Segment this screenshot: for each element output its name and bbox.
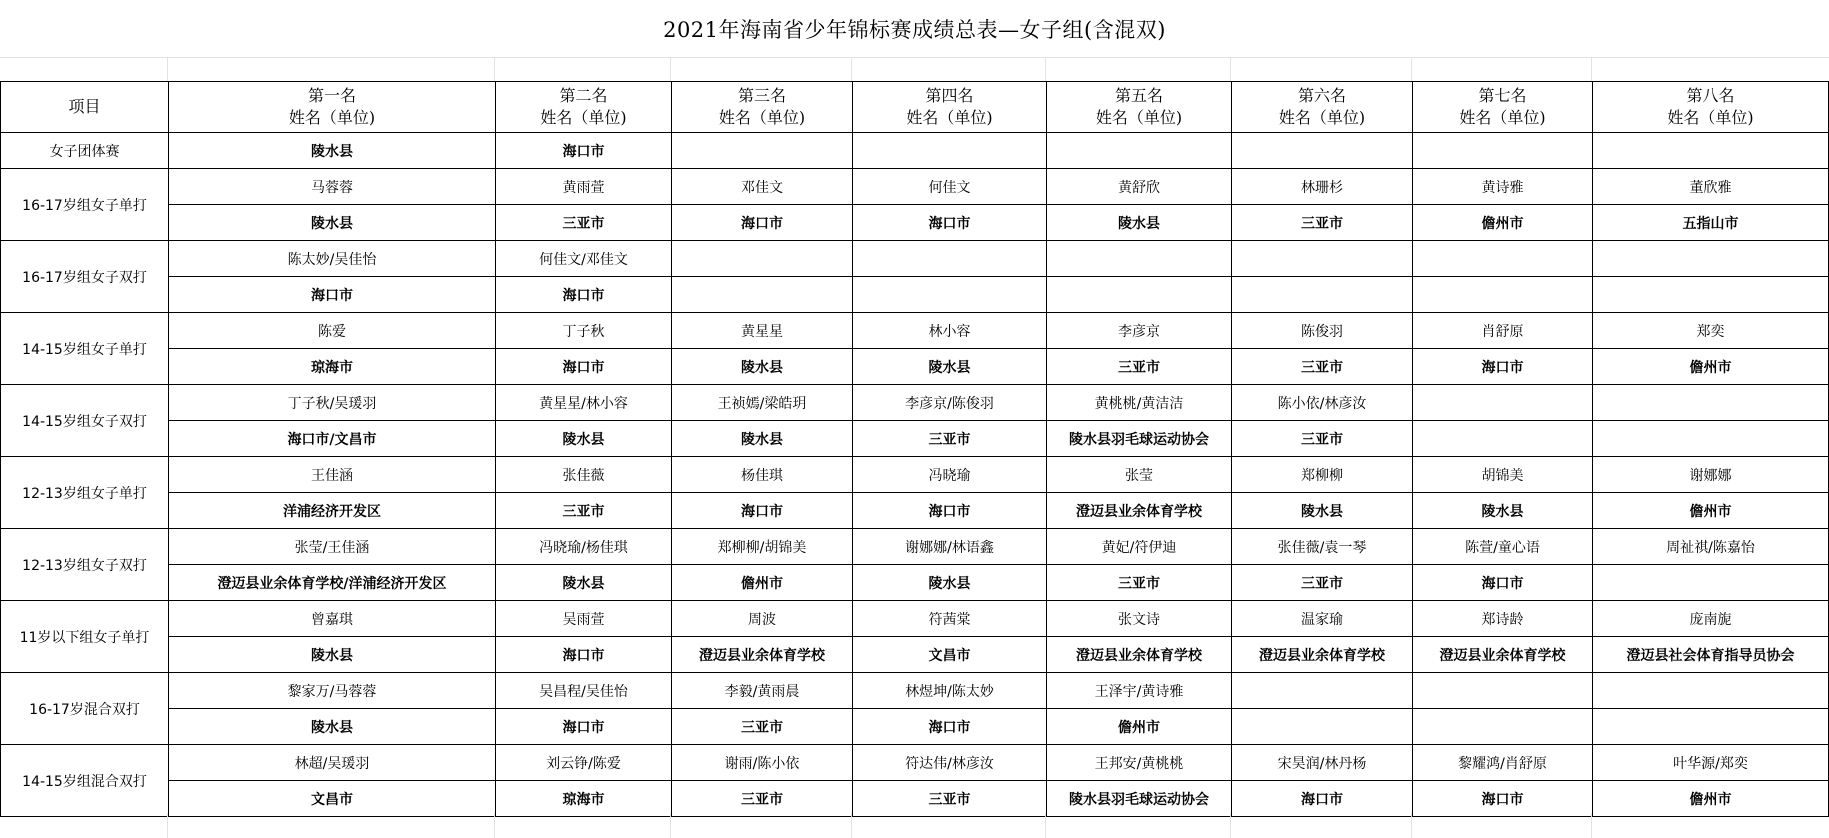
unit-cell: 儋州市 — [672, 565, 853, 601]
unit-cell: 陵水县羽毛球运动协会 — [1047, 781, 1232, 817]
event-cell: 12-13岁组女子双打 — [1, 529, 169, 601]
unit-cell: 陵水县 — [853, 565, 1047, 601]
player-name-cell: 温家瑜 — [1232, 601, 1413, 637]
unit-cell: 陵水县 — [169, 205, 496, 241]
unit-cell: 海口市 — [496, 277, 672, 313]
unit-cell: 海口市 — [672, 205, 853, 241]
player-name-cell: 陈萱/童心语 — [1413, 529, 1593, 565]
unit-cell — [1232, 709, 1413, 745]
player-name-cell: 李毅/黄雨晨 — [672, 673, 853, 709]
player-name-cell — [1413, 673, 1593, 709]
player-name-cell: 李彦京 — [1047, 313, 1232, 349]
unit-cell: 儋州市 — [1593, 349, 1829, 385]
player-name-cell: 林珊杉 — [1232, 169, 1413, 205]
unit-cell: 海口市 — [1232, 781, 1413, 817]
header-row — [1, 82, 1829, 133]
player-name-cell: 谢雨/陈小依 — [672, 745, 853, 781]
player-name-cell: 周祉祺/陈嘉怡 — [1593, 529, 1829, 565]
player-name-cell: 张文诗 — [1047, 601, 1232, 637]
header-place-8: 第八名 姓名（单位) — [1593, 82, 1829, 133]
unit-cell: 海口市 — [853, 493, 1047, 529]
results-body — [1, 133, 1829, 817]
unit-cell: 三亚市 — [1047, 565, 1232, 601]
unit-cell: 海口市 — [853, 205, 1047, 241]
unit-cell: 文昌市 — [853, 637, 1047, 673]
unit-row — [1, 709, 1829, 745]
blank-row — [0, 813, 1829, 838]
unit-cell: 三亚市 — [672, 781, 853, 817]
unit-cell: 陵水县 — [672, 421, 853, 457]
player-name-cell — [1593, 385, 1829, 421]
unit-row — [1, 493, 1829, 529]
player-name-cell: 冯晓瑜 — [853, 457, 1047, 493]
event-cell: 女子团体赛 — [1, 133, 169, 169]
event-cell: 14-15岁组女子单打 — [1, 313, 169, 385]
header-place-2: 第二名 姓名（单位) — [496, 82, 672, 133]
sheet-title: 2021年海南省少年锦标赛成绩总表—女子组(含混双) — [0, 0, 1829, 58]
player-name-cell: 陈太妙/吴佳怡 — [169, 241, 496, 277]
unit-cell: 澄迈县社会体育指导员协会 — [1593, 637, 1829, 673]
unit-cell — [1413, 277, 1593, 313]
unit-cell: 儋州市 — [1593, 781, 1829, 817]
unit-cell — [1047, 133, 1232, 169]
player-name-cell: 曾嘉琪 — [169, 601, 496, 637]
unit-cell: 海口市 — [1413, 349, 1593, 385]
unit-cell: 陵水县羽毛球运动协会 — [1047, 421, 1232, 457]
unit-cell — [1593, 133, 1829, 169]
unit-cell: 三亚市 — [1232, 205, 1413, 241]
player-name-cell: 李彦京/陈俊羽 — [853, 385, 1047, 421]
unit-cell: 陵水县 — [1413, 493, 1593, 529]
player-name-cell: 林小容 — [853, 313, 1047, 349]
header-place-6: 第六名 姓名（单位) — [1232, 82, 1413, 133]
player-name-cell: 肖舒原 — [1413, 313, 1593, 349]
header-place-7: 第七名 姓名（单位) — [1413, 82, 1593, 133]
name-row — [1, 169, 1829, 205]
unit-cell — [672, 133, 853, 169]
player-name-cell: 符达伟/林彦汝 — [853, 745, 1047, 781]
unit-cell: 海口市 — [496, 349, 672, 385]
unit-cell: 琼海市 — [169, 349, 496, 385]
player-name-cell — [672, 241, 853, 277]
unit-row — [1, 421, 1829, 457]
event-cell: 12-13岁组女子单打 — [1, 457, 169, 529]
unit-cell: 海口市 — [672, 493, 853, 529]
name-row — [1, 313, 1829, 349]
unit-cell — [1232, 277, 1413, 313]
team-row — [1, 133, 1829, 169]
unit-cell — [1413, 709, 1593, 745]
player-name-cell: 吴昌程/吴佳怡 — [496, 673, 672, 709]
unit-cell: 儋州市 — [1593, 493, 1829, 529]
player-name-cell: 黄诗雅 — [1413, 169, 1593, 205]
unit-cell: 陵水县 — [496, 565, 672, 601]
unit-cell: 洋浦经济开发区 — [169, 493, 496, 529]
unit-row — [1, 637, 1829, 673]
player-name-cell: 黄星星/林小容 — [496, 385, 672, 421]
unit-cell — [1593, 565, 1829, 601]
unit-cell: 三亚市 — [1047, 349, 1232, 385]
unit-cell: 陵水县 — [496, 421, 672, 457]
player-name-cell: 何佳文/邓佳文 — [496, 241, 672, 277]
unit-cell: 三亚市 — [496, 205, 672, 241]
player-name-cell: 谢娜娜/林语鑫 — [853, 529, 1047, 565]
player-name-cell: 黄妃/符伊迪 — [1047, 529, 1232, 565]
unit-cell: 陵水县 — [169, 709, 496, 745]
player-name-cell: 黎家万/马蓉蓉 — [169, 673, 496, 709]
player-name-cell: 陈爱 — [169, 313, 496, 349]
player-name-cell: 冯晓瑜/杨佳琪 — [496, 529, 672, 565]
player-name-cell: 张佳薇 — [496, 457, 672, 493]
player-name-cell: 庞南旎 — [1593, 601, 1829, 637]
player-name-cell: 黄星星 — [672, 313, 853, 349]
unit-cell — [672, 277, 853, 313]
unit-cell: 澄迈县业余体育学校 — [1232, 637, 1413, 673]
unit-row — [1, 349, 1829, 385]
unit-row — [1, 781, 1829, 817]
name-row — [1, 745, 1829, 781]
unit-cell — [1047, 277, 1232, 313]
unit-cell: 澄迈县业余体育学校 — [672, 637, 853, 673]
event-cell: 16-17岁组女子双打 — [1, 241, 169, 313]
unit-cell: 海口市 — [1413, 565, 1593, 601]
unit-cell: 儋州市 — [1413, 205, 1593, 241]
unit-cell: 陵水县 — [1232, 493, 1413, 529]
player-name-cell: 丁子秋 — [496, 313, 672, 349]
unit-cell: 海口市 — [496, 637, 672, 673]
player-name-cell: 王祯嫣/梁皓玥 — [672, 385, 853, 421]
player-name-cell — [1413, 385, 1593, 421]
unit-cell: 儋州市 — [1047, 709, 1232, 745]
player-name-cell — [1232, 673, 1413, 709]
player-name-cell: 马蓉蓉 — [169, 169, 496, 205]
player-name-cell: 符茜棠 — [853, 601, 1047, 637]
player-name-cell — [1232, 241, 1413, 277]
unit-cell: 陵水县 — [169, 133, 496, 169]
player-name-cell: 杨佳琪 — [672, 457, 853, 493]
player-name-cell: 谢娜娜 — [1593, 457, 1829, 493]
unit-cell: 三亚市 — [1232, 421, 1413, 457]
unit-row — [1, 565, 1829, 601]
player-name-cell: 郑柳柳/胡锦美 — [672, 529, 853, 565]
player-name-cell: 陈小依/林彦汝 — [1232, 385, 1413, 421]
player-name-cell: 张莹 — [1047, 457, 1232, 493]
player-name-cell: 胡锦美 — [1413, 457, 1593, 493]
unit-row — [1, 205, 1829, 241]
unit-cell: 海口市 — [169, 277, 496, 313]
unit-cell — [1232, 133, 1413, 169]
player-name-cell: 宋昊润/林丹杨 — [1232, 745, 1413, 781]
player-name-cell: 郑柳柳 — [1232, 457, 1413, 493]
name-row — [1, 457, 1829, 493]
name-row — [1, 601, 1829, 637]
header-event: 项目 — [1, 82, 169, 133]
unit-cell: 海口市 — [1413, 781, 1593, 817]
event-cell: 14-15岁组女子双打 — [1, 385, 169, 457]
unit-cell: 三亚市 — [1232, 349, 1413, 385]
player-name-cell: 董欣雅 — [1593, 169, 1829, 205]
unit-cell: 海口市 — [496, 709, 672, 745]
unit-cell: 海口市/文昌市 — [169, 421, 496, 457]
player-name-cell: 何佳文 — [853, 169, 1047, 205]
unit-cell — [1593, 277, 1829, 313]
unit-cell — [853, 133, 1047, 169]
event-cell: 11岁以下组女子单打 — [1, 601, 169, 673]
unit-cell: 陵水县 — [169, 637, 496, 673]
unit-cell: 海口市 — [496, 133, 672, 169]
unit-row — [1, 277, 1829, 313]
player-name-cell: 王邦安/黄桃桃 — [1047, 745, 1232, 781]
player-name-cell: 黄雨萱 — [496, 169, 672, 205]
player-name-cell: 林超/吴瑗羽 — [169, 745, 496, 781]
unit-cell: 澄迈县业余体育学校 — [1413, 637, 1593, 673]
player-name-cell: 黄舒欣 — [1047, 169, 1232, 205]
unit-cell — [1593, 421, 1829, 457]
unit-cell: 陵水县 — [853, 349, 1047, 385]
unit-cell: 三亚市 — [853, 781, 1047, 817]
player-name-cell: 林煜坤/陈太妙 — [853, 673, 1047, 709]
unit-cell: 三亚市 — [853, 421, 1047, 457]
player-name-cell: 陈俊羽 — [1232, 313, 1413, 349]
player-name-cell: 黎耀鸿/肖舒原 — [1413, 745, 1593, 781]
player-name-cell: 张佳薇/袁一琴 — [1232, 529, 1413, 565]
header-place-3: 第三名 姓名（单位) — [672, 82, 853, 133]
unit-cell: 文昌市 — [169, 781, 496, 817]
unit-cell: 陵水县 — [672, 349, 853, 385]
name-row — [1, 673, 1829, 709]
blank-row — [0, 57, 1829, 81]
header-place-5: 第五名 姓名（单位) — [1047, 82, 1232, 133]
event-cell: 14-15岁组混合双打 — [1, 745, 169, 817]
unit-cell: 澄迈县业余体育学校 — [1047, 637, 1232, 673]
player-name-cell: 张莹/王佳涵 — [169, 529, 496, 565]
player-name-cell: 王泽宇/黄诗雅 — [1047, 673, 1232, 709]
unit-cell — [1593, 709, 1829, 745]
unit-cell — [853, 277, 1047, 313]
event-cell: 16-17岁混合双打 — [1, 673, 169, 745]
unit-cell: 澄迈县业余体育学校 — [1047, 493, 1232, 529]
player-name-cell: 刘云铮/陈爱 — [496, 745, 672, 781]
unit-cell: 五指山市 — [1593, 205, 1829, 241]
unit-cell — [1413, 133, 1593, 169]
player-name-cell: 王佳涵 — [169, 457, 496, 493]
results-table — [0, 81, 1829, 817]
player-name-cell: 丁子秋/吴瑗羽 — [169, 385, 496, 421]
name-row — [1, 385, 1829, 421]
player-name-cell: 黄桃桃/黄洁洁 — [1047, 385, 1232, 421]
player-name-cell: 邓佳文 — [672, 169, 853, 205]
name-row — [1, 241, 1829, 277]
unit-cell: 陵水县 — [1047, 205, 1232, 241]
player-name-cell: 郑奕 — [1593, 313, 1829, 349]
header-place-1: 第一名 姓名（单位) — [169, 82, 496, 133]
unit-cell: 三亚市 — [496, 493, 672, 529]
player-name-cell — [1047, 241, 1232, 277]
player-name-cell — [1593, 241, 1829, 277]
player-name-cell: 郑诗龄 — [1413, 601, 1593, 637]
unit-cell — [1413, 421, 1593, 457]
unit-cell: 三亚市 — [1232, 565, 1413, 601]
unit-cell: 澄迈县业余体育学校/洋浦经济开发区 — [169, 565, 496, 601]
player-name-cell: 吴雨萱 — [496, 601, 672, 637]
player-name-cell: 周波 — [672, 601, 853, 637]
event-cell: 16-17岁组女子单打 — [1, 169, 169, 241]
player-name-cell — [853, 241, 1047, 277]
unit-cell: 三亚市 — [672, 709, 853, 745]
header-place-4: 第四名 姓名（单位) — [853, 82, 1047, 133]
unit-cell: 琼海市 — [496, 781, 672, 817]
player-name-cell: 叶华源/郑奕 — [1593, 745, 1829, 781]
player-name-cell — [1593, 673, 1829, 709]
player-name-cell — [1413, 241, 1593, 277]
name-row — [1, 529, 1829, 565]
unit-cell: 海口市 — [853, 709, 1047, 745]
